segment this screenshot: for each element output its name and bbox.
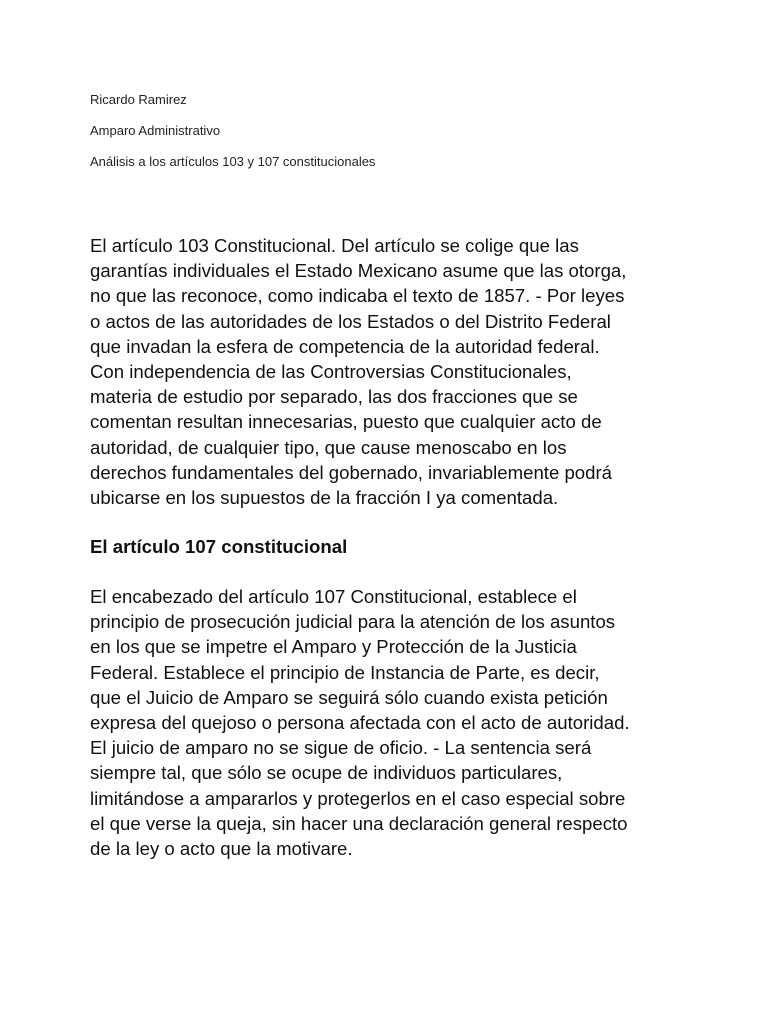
paragraph-line: comentan resultan innecesarias, puesto que cualquier acto de [90,411,602,433]
paragraph-line: materia de estudio por separado, las dos fracciones que se [90,386,578,408]
paragraph-line: principio de prosecución judicial para la atención de los asuntos [90,611,616,633]
course-title: Amparo Administrativo [90,123,221,138]
paragraph-line: en los que se impetre el Amparo y Protección de la Justicia [90,636,577,658]
paragraph-line: Con independencia de las Controversias Constitucionales, [90,361,572,383]
paragraph-line: derechos fundamentales del gobernado, invariablemente podrá [90,461,613,483]
paragraph-line: garantías individuales el Estado Mexicano asume que las otorga, [90,260,627,282]
paragraph-line: no que las reconoce, como indicaba el texto de 1857. - Por leyes [90,285,625,307]
paragraph-line: El juicio de amparo no se sigue de oficio. - La sentencia será [90,737,592,759]
paragraph-line: ubicarse en los supuestos de la fracción I ya comentada. [90,487,559,509]
paragraph-line: que el Juicio de Amparo se seguirá sólo cuando exista petición [90,686,608,708]
paragraph-line: El encabezado del artículo 107 Constitucional, establece el [90,586,577,607]
paragraph-line: o actos de las autoridades de los Estados o del Distrito Federal [90,310,611,332]
article-107-paragraph [90,584,710,861]
paragraph-line: de la ley o acto que la motivare. [90,838,353,860]
paragraph-line: que invadan la esfera de competencia de la autoridad federal. [90,335,600,357]
article-103-paragraph [90,233,710,510]
paragraph-line: siempre tal, que sólo se ocupe de individuos particulares, [90,762,563,784]
paragraph-line: el que verse la queja, sin hacer una declaración general respecto [90,812,628,834]
paragraph-line: autoridad, de cualquier tipo, que cause menoscabo en los [90,436,567,458]
author-name: Ricardo Ramirez [90,92,187,107]
article-107-heading: El artículo 107 constitucional [90,536,348,557]
paragraph-line: expresa del quejoso o persona afectada con el acto de autoridad. [90,712,630,734]
paragraph-line: El artículo 103 Constitucional. Del artículo se colige que las [90,235,579,256]
paragraph-line: Federal. Establece el principio de Instancia de Parte, es decir, [90,661,600,683]
paragraph-line: limitándose a ampararlos y protegerlos en el caso especial sobre [90,787,626,809]
document-subtitle: Análisis a los artículos 103 y 107 constitucionales [90,154,376,169]
